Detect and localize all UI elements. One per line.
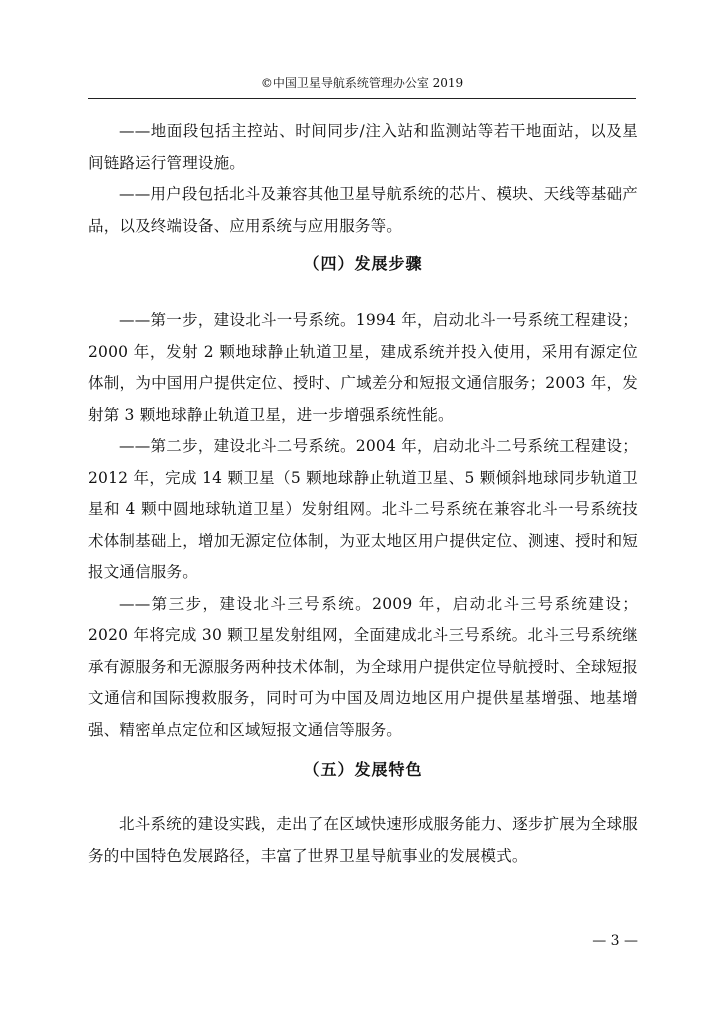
paragraph-ground-segment: ——地面段包括主控站、时间同步/注入站和监测站等若干地面站，以及星间链路运行管理设施。: [88, 122, 638, 172]
paragraph-step-two: ——第二步，建设北斗二号系统。2004 年，启动北斗二号系统工程建设；2012 年，完成 14 颗卫星（5 颗地球静止轨道卫星、5 颗倾斜地球同步轨道卫星和 4 颗中圆地球轨道卫星）发射组网。北斗二号系统在兼容北斗一号系统技术体制基础上，增加无源定位体制，为亚太地区用户提供定位、测速、授时和短报文通信服务。: [88, 437, 638, 581]
page-number: — 3 —: [592, 933, 638, 949]
paragraph-user-segment: ——用户段包括北斗及兼容其他卫星导航系统的芯片、模块、天线等基础产品，以及终端设备、应用系统与应用服务等。: [88, 185, 638, 235]
paragraph-step-one: ——第一步，建设北斗一号系统。1994 年，启动北斗一号系统工程建设；2000 年，发射 2 颗地球静止轨道卫星，建成系统并投入使用，采用有源定位体制，为中国用户提供定位、授时、广域差分和短报文通信服务；2003 年，发射第 3 颗地球静止轨道卫星，进一步增强系统性能。: [88, 311, 638, 424]
page-header: ©中国卫星导航系统管理办公室 2019: [260, 76, 464, 90]
section-title-development-steps: （四）发展步骤: [303, 254, 423, 273]
section-title-development-features: （五）发展特色: [303, 760, 423, 779]
header-divider: [88, 98, 636, 99]
paragraph-step-three: ——第三步，建设北斗三号系统。2009 年，启动北斗三号系统建设；2020 年将完成 30 颗卫星发射组网，全面建成北斗三号系统。北斗三号系统继承有源服务和无源服务两种技术体制，为全球用户提供定位导航授时、全球短报文通信和国际搜救服务，同时可为中国及周边地区用户提供星基增强、地基增强、精密单点定位和区域短报文通信等服务。: [88, 594, 638, 739]
paragraph-features: 北斗系统的建设实践，走出了在区域快速形成服务能力、逐步扩展为全球服务的中国特色发展路径，丰富了世界卫星导航事业的发展模式。: [88, 815, 638, 865]
document-body: [88, 116, 638, 872]
